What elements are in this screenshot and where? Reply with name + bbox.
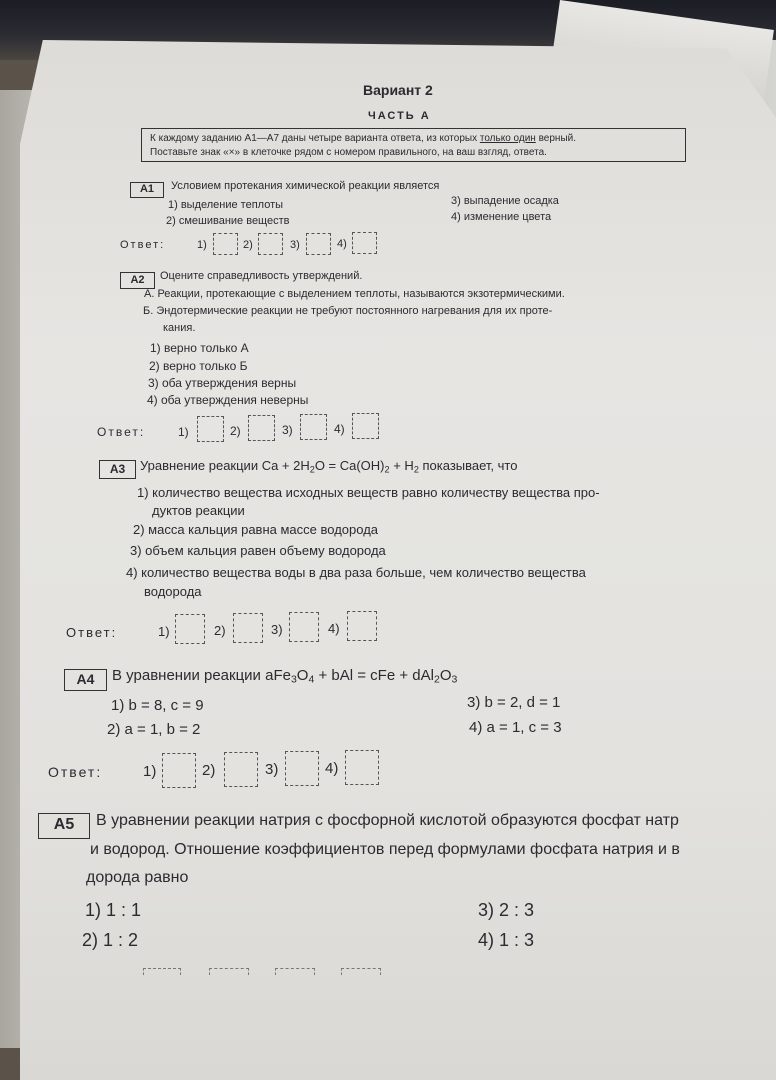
answer-a4-box-4[interactable] bbox=[345, 750, 379, 785]
answer-a3-box-4[interactable] bbox=[347, 611, 377, 641]
answer-a3-num-2: 2) bbox=[214, 623, 226, 638]
question-tag-a4: A4 bbox=[64, 669, 107, 691]
answer-a1-box-3[interactable] bbox=[306, 233, 331, 255]
question-a5-option-1: 1) 1 : 1 bbox=[85, 900, 142, 920]
question-a3-option-1-cont: дуктов реакции bbox=[152, 503, 245, 518]
answer-a5-box-2[interactable] bbox=[209, 968, 249, 975]
question-a2-text: Оцените справедливость утверждений. bbox=[160, 270, 363, 282]
answer-a4-num-2: 2) bbox=[202, 762, 216, 779]
question-a1-option-2: 2) смешивание веществ bbox=[166, 215, 290, 227]
answer-a3-num-1: 1) bbox=[158, 624, 170, 639]
answer-a4-num-4: 4) bbox=[325, 760, 339, 777]
question-a1-option-1: 1) выделение теплоты bbox=[168, 199, 284, 211]
variant-title: Вариант 2 bbox=[363, 82, 433, 98]
question-a3-option-4-cont: водорода bbox=[144, 584, 202, 599]
answer-a2-num-3: 3) bbox=[282, 423, 293, 437]
answer-label-a4: Ответ: bbox=[48, 764, 103, 780]
question-a5-line3: дорода равно bbox=[86, 869, 189, 886]
part-title: ЧАСТЬ А bbox=[368, 110, 431, 122]
answer-a3-box-2[interactable] bbox=[233, 613, 263, 643]
instruction-line1-pre: К каждому заданию А1—А7 даны четыре варианта ответа, из которых bbox=[150, 133, 480, 144]
question-a3-text: Уравнение реакции $Ca + 2H_2O = Ca(OH)_2 + H_2$ показывает, что bbox=[140, 458, 518, 475]
answer-label-a1: Ответ: bbox=[120, 239, 166, 251]
answer-a5-box-3[interactable] bbox=[275, 968, 315, 975]
instruction-box bbox=[141, 128, 686, 162]
answer-a1-box-1[interactable] bbox=[213, 233, 238, 255]
question-a5-option-4: 4) 1 : 3 bbox=[478, 930, 535, 950]
question-a4-text: В уравнении реакции $aFe_3O_4$ + bAl = cFe + $dAl_2O_3$ bbox=[112, 667, 458, 686]
answer-a2-box-3[interactable] bbox=[300, 414, 327, 440]
answer-a1-num-4: 4) bbox=[337, 238, 347, 250]
answer-label-a2: Ответ: bbox=[97, 425, 146, 439]
answer-a3-num-4: 4) bbox=[328, 621, 340, 636]
question-tag-a2: A2 bbox=[120, 272, 155, 289]
answer-a5-box-1[interactable] bbox=[143, 968, 181, 975]
answer-a3-box-3[interactable] bbox=[289, 612, 319, 642]
question-a5-option-3: 3) 2 : 3 bbox=[478, 900, 535, 920]
answer-a2-box-4[interactable] bbox=[352, 413, 379, 439]
question-a3-option-4: 4) количество вещества воды в два раза больше, чем количество вещества bbox=[126, 565, 586, 580]
question-a1-option-4: 4) изменение цвета bbox=[451, 211, 552, 223]
answer-a2-box-2[interactable] bbox=[248, 415, 275, 441]
instruction-line2: Поставьте знак «×» в клеточке рядом с номером правильного, на ваш взгляд, ответа. bbox=[150, 147, 547, 158]
question-a5-option-2: 2) 1 : 2 bbox=[82, 930, 139, 950]
answer-a1-box-4[interactable] bbox=[352, 232, 377, 254]
answer-a5-box-4[interactable] bbox=[341, 968, 381, 975]
question-a1-option-3: 3) выпадение осадка bbox=[451, 195, 559, 207]
question-a3-option-2: 2) масса кальция равна массе водорода bbox=[133, 522, 379, 537]
question-a5-line1: В уравнении реакции натрия с фосфорной кислотой образуются фосфат натр bbox=[96, 812, 679, 829]
question-a2-option-2: 2) верно только Б bbox=[149, 359, 248, 373]
answer-a1-num-2: 2) bbox=[243, 239, 253, 251]
answer-label-a3: Ответ: bbox=[66, 625, 118, 640]
question-a2-option-1: 1) верно только А bbox=[150, 341, 249, 355]
answer-a3-num-3: 3) bbox=[271, 622, 283, 637]
question-a3-option-3: 3) объем кальция равен объему водорода bbox=[130, 543, 386, 558]
question-a2-statement-b: Б. Эндотермические реакции не требуют постоянного нагревания для их проте- bbox=[143, 305, 553, 317]
answer-a2-box-1[interactable] bbox=[197, 416, 224, 442]
answer-a2-num-2: 2) bbox=[230, 424, 241, 438]
answer-a4-box-2[interactable] bbox=[224, 752, 258, 787]
question-tag-a5: A5 bbox=[38, 813, 90, 839]
question-tag-a1: A1 bbox=[130, 182, 164, 198]
answer-a1-box-2[interactable] bbox=[258, 233, 283, 255]
question-a3-option-1: 1) количество вещества исходных веществ равно количеству вещества про- bbox=[137, 485, 600, 500]
answer-a1-num-3: 3) bbox=[290, 239, 300, 251]
answer-a2-num-4: 4) bbox=[334, 422, 345, 436]
question-a2-statement-a: А. Реакции, протекающие с выделением теплоты, называются экзотермическими. bbox=[144, 288, 565, 300]
answer-a4-box-1[interactable] bbox=[162, 753, 196, 788]
question-a4-option-1: 1) b = 8, c = 9 bbox=[111, 697, 204, 714]
question-a2-option-4: 4) оба утверждения неверны bbox=[147, 393, 309, 407]
answer-a3-box-1[interactable] bbox=[175, 614, 205, 644]
answer-a4-num-1: 1) bbox=[143, 763, 157, 780]
question-a1-text: Условием протекания химической реакции является bbox=[171, 180, 440, 192]
question-a4-option-2: 2) a = 1, b = 2 bbox=[107, 721, 201, 738]
answer-a4-num-3: 3) bbox=[265, 761, 279, 778]
answer-a4-box-3[interactable] bbox=[285, 751, 319, 786]
question-a4-option-3: 3) b = 2, d = 1 bbox=[467, 694, 561, 711]
question-a2-option-3: 3) оба утверждения верны bbox=[148, 376, 297, 390]
answer-a2-num-1: 1) bbox=[178, 425, 189, 439]
question-tag-a3: A3 bbox=[99, 460, 136, 479]
instruction-underlined: только один bbox=[479, 133, 536, 144]
instruction-line1-post: верный. bbox=[535, 133, 577, 144]
question-a5-line2: и водород. Отношение коэффициентов перед формулами фосфата натрия и в bbox=[90, 841, 680, 858]
question-a2-statement-b-cont: кания. bbox=[163, 322, 196, 334]
answer-a1-num-1: 1) bbox=[197, 239, 207, 251]
question-a4-option-4: 4) a = 1, c = 3 bbox=[469, 719, 562, 736]
